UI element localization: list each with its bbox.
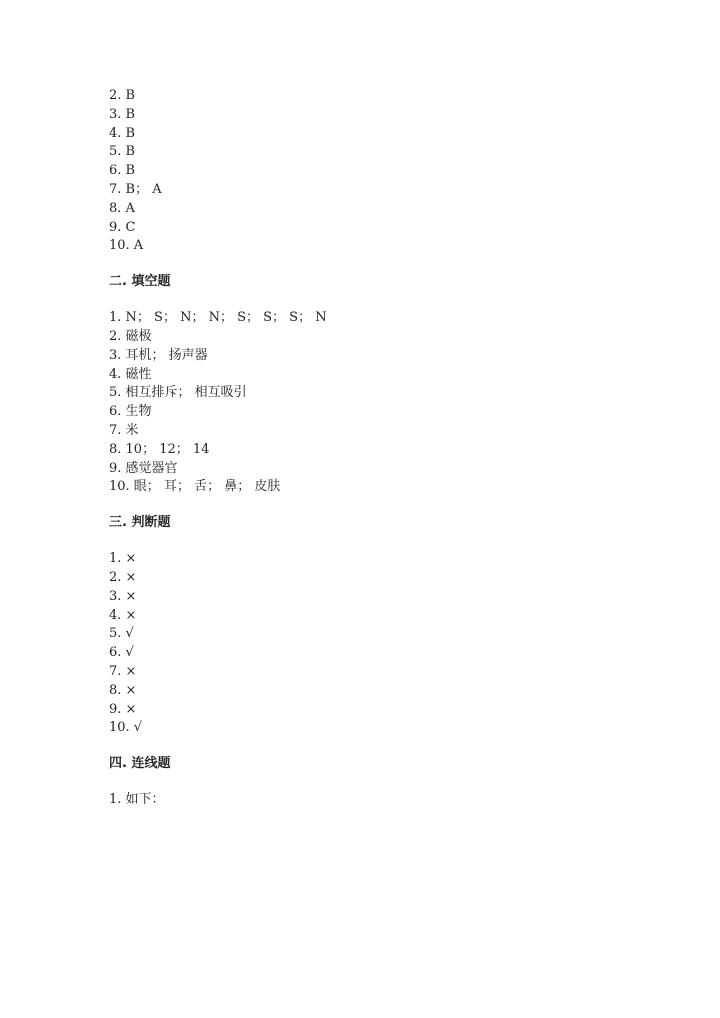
answer-item: 8. 10； 12； 14 [109, 441, 210, 457]
answer-item: 9. 感觉器官 [109, 460, 178, 476]
answer-item: 5. 相互排斥； 相互吸引 [109, 385, 247, 401]
answer-item: 10. 眼； 耳； 舌； 鼻； 皮肤 [109, 479, 281, 495]
answer-item: 1. 如下： [109, 792, 165, 808]
answer-item: 2. × [109, 569, 137, 585]
answer-item: 9. C [109, 219, 136, 235]
true-false-answers-list [109, 550, 629, 738]
answer-item: 8. A [109, 200, 135, 216]
answer-content [109, 87, 629, 810]
answer-item: 6. √ [109, 645, 134, 661]
answer-item: 4. 磁性 [109, 366, 152, 382]
section-heading-fill-in: 二. 填空题 [109, 274, 171, 290]
answer-item: 5. √ [109, 626, 134, 642]
section-heading-true-false: 三. 判断题 [109, 515, 171, 531]
answer-item: 7. 米 [109, 422, 139, 438]
answer-item: 1. × [109, 551, 137, 567]
answer-item: 10. A [109, 238, 144, 254]
answer-item: 3. 耳机； 扬声器 [109, 347, 208, 363]
matching-answers-list [109, 791, 629, 810]
answer-item: 7. × [109, 663, 137, 679]
fill-in-answers-list [109, 309, 629, 497]
section-heading-matching: 四. 连线题 [109, 756, 171, 772]
answer-item: 1. N； S； N； N； S； S； S； N [109, 310, 327, 326]
answer-item: 4. B [109, 125, 136, 141]
answer-item: 7. B； A [109, 181, 162, 197]
answer-item: 8. × [109, 682, 137, 698]
answer-item: 2. 磁极 [109, 328, 152, 344]
answer-item: 3. B [109, 106, 136, 122]
choice-answers-list [109, 87, 629, 256]
answer-item: 6. 生物 [109, 404, 152, 420]
answer-item: 4. × [109, 607, 137, 623]
answer-item: 3. × [109, 588, 137, 604]
answer-item: 10. √ [109, 720, 143, 736]
answer-item: 6. B [109, 163, 136, 179]
answer-item: 9. × [109, 701, 137, 717]
answer-item: 5. B [109, 144, 136, 160]
answer-item: 2. B [109, 88, 136, 103]
